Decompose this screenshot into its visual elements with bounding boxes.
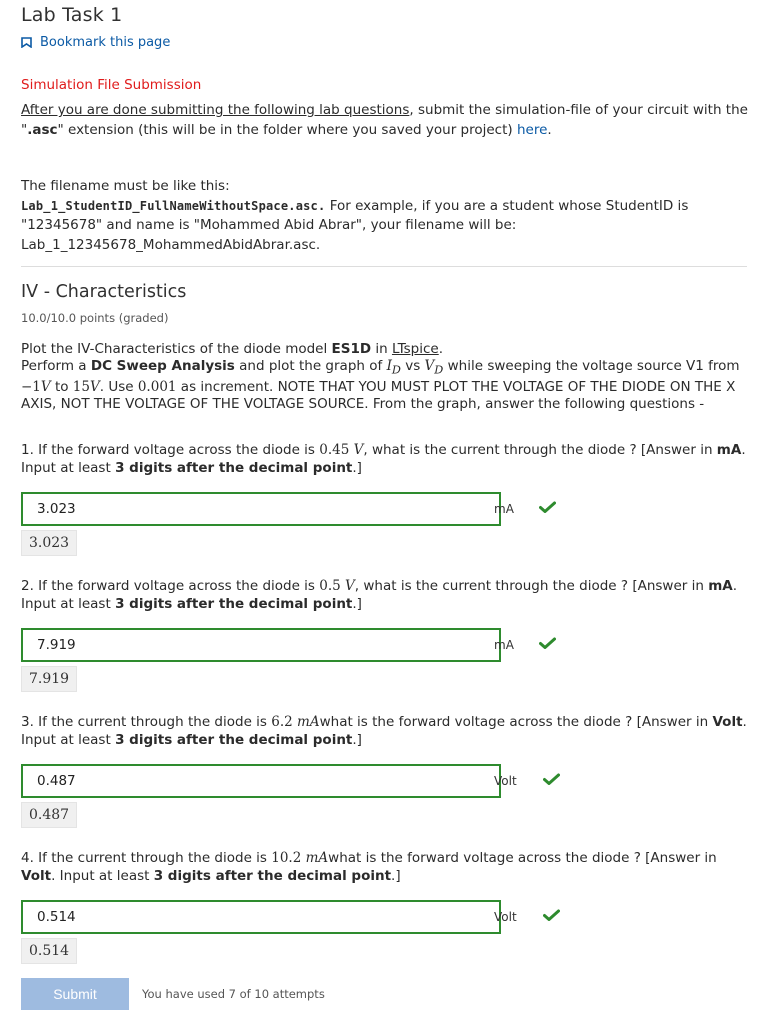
math-value: 10.2 (271, 850, 302, 866)
question-text: 2. If the forward voltage across the diode is (21, 578, 320, 594)
bookmark-label: Bookmark this page (40, 35, 171, 50)
question-text: 1. If the forward voltage across the diode is (21, 442, 320, 458)
question-text: what is the forward voltage across the diode ? [Answer in (328, 850, 717, 866)
answer-input-3[interactable] (21, 764, 501, 798)
math-value: 0.45 (319, 442, 350, 458)
question-text: . Input at least (21, 714, 747, 748)
question-text: .] (352, 459, 362, 476)
desc-text: Plot the IV-Characteristics of the diode model (21, 341, 332, 357)
math-unit: V (353, 442, 364, 458)
math-id (386, 358, 401, 377)
answer-unit-4: Volt (494, 910, 517, 924)
math-unit: mA (305, 850, 329, 866)
digits-requirement: 3 digits after the decimal point (115, 731, 353, 748)
section-divider (21, 266, 747, 267)
submit-button[interactable]: Submit (21, 978, 129, 1010)
answer-unit-bold: mA (708, 578, 733, 594)
filename-instructions (21, 177, 749, 255)
desc-text: as increment. NOTE THAT YOU MUST PLOT THE VOLTAGE OF THE DIODE ON THE X AXIS, NOT THE VOLTAGE OF THE VOLTAGE SOURCE. From the graph, answer the following questions - (21, 379, 736, 413)
question-text: , what is the current through the diode ? [Answer in (363, 442, 717, 458)
math-subscript: D (391, 363, 401, 377)
page-title: Lab Task 1 (21, 4, 123, 26)
question-4 (21, 850, 749, 885)
question-text: 3. If the current through the diode is (21, 714, 272, 730)
question-text: . Input at least (51, 867, 154, 884)
question-text: .] (352, 731, 362, 748)
intro-text-2: " extension (this will be in the folder where you saved your project) (57, 121, 517, 138)
question-text: .] (391, 867, 401, 884)
desc-text: in (371, 341, 392, 357)
desc-text: Perform a (21, 358, 91, 375)
filename-lead: The filename must be like this: (21, 178, 230, 194)
math-unit: V (345, 578, 355, 594)
bookmark-icon (21, 37, 32, 48)
math-symbol: I (386, 358, 392, 375)
question-text: . Input at least (21, 442, 746, 476)
checkmark-icon (539, 637, 556, 653)
math-symbol: V (424, 358, 435, 375)
digits-requirement: 3 digits after the decimal point (153, 867, 392, 884)
desc-text: . (438, 341, 444, 357)
math-vd (424, 358, 444, 377)
digits-requirement: 3 digits after the decimal point (115, 459, 353, 476)
desc-text: and plot the graph of (234, 358, 387, 375)
intro-extension: .asc (27, 121, 58, 138)
analysis-type: DC Sweep Analysis (90, 358, 235, 375)
desc-text: to (50, 379, 73, 396)
ltspice-link[interactable]: LTspice (391, 341, 439, 357)
section-title: IV - Characteristics (21, 282, 187, 302)
question-text: , what is the current through the diode ? [Answer in (354, 578, 709, 594)
question-text: .] (352, 595, 362, 612)
intro-end: . (547, 121, 552, 138)
question-1 (21, 442, 749, 477)
math-value: 6.2 (271, 714, 293, 730)
desc-text: . Use (99, 379, 138, 396)
answer-preview-4: 0.514 (21, 938, 77, 964)
intro-text-1: , submit the simulation-file of your circuit with the " (21, 102, 748, 138)
answer-unit-3: Volt (494, 774, 517, 788)
answer-input-4[interactable] (21, 900, 501, 934)
answer-input-1[interactable] (21, 492, 501, 526)
answer-row-1 (21, 492, 621, 526)
here-link[interactable]: here (516, 121, 548, 138)
answer-unit-bold: Volt (712, 714, 743, 730)
answer-input-2[interactable] (21, 628, 501, 662)
answer-preview-3: 0.487 (21, 802, 77, 828)
math-unit: V (40, 379, 51, 396)
question-2 (21, 578, 749, 613)
answer-unit-bold: mA (716, 442, 742, 458)
question-text: 4. If the current through the diode is (21, 850, 272, 866)
filename-example: For example, if you are a student whose StudentID is "12345678" and name is "Mohammed Abid Abrar", your filename will be: Lab_1_12345678_MohammedAbidAbrar.asc. (21, 197, 689, 253)
bookmark-button[interactable] (21, 35, 170, 50)
intro-link[interactable]: After you are done submitting the following lab questions (21, 102, 410, 118)
submission-intro (21, 101, 749, 140)
math-unit: V (89, 379, 100, 396)
answer-unit-1: mA (494, 502, 514, 516)
math-value: −1 (21, 379, 41, 396)
math-unit: mA (297, 714, 320, 730)
answer-row-3 (21, 764, 621, 798)
answer-row-2 (21, 628, 621, 662)
checkmark-icon (539, 501, 556, 517)
answer-preview-1: 3.023 (21, 530, 77, 556)
desc-text: while sweeping the voltage source V1 from (443, 358, 740, 375)
question-text: what is the forward voltage across the diode ? [Answer in (319, 714, 713, 730)
question-text: . Input at least (21, 578, 738, 612)
answer-preview-2: 7.919 (21, 666, 77, 692)
diode-model: ES1D (331, 341, 372, 357)
math-value: 0.001 (137, 379, 177, 396)
math-value: 15 (72, 379, 90, 396)
filename-pattern: Lab_1_StudentID_FullNameWithoutSpace.asc. (21, 198, 326, 213)
digits-requirement: 3 digits after the decimal point (115, 595, 353, 612)
math-subscript: D (434, 363, 444, 377)
submission-heading: Simulation File Submission (21, 77, 202, 93)
points-status: 10.0/10.0 points (graded) (21, 311, 169, 325)
answer-row-4 (21, 900, 621, 934)
math-value: 0.5 (319, 578, 341, 594)
answer-unit-2: mA (494, 638, 514, 652)
checkmark-icon (543, 773, 560, 789)
checkmark-icon (543, 909, 560, 925)
attempts-counter: You have used 7 of 10 attempts (142, 987, 325, 1001)
answer-unit-bold: Volt (21, 867, 52, 884)
desc-text: vs (400, 358, 425, 375)
question-3 (21, 714, 749, 749)
problem-description (21, 341, 749, 414)
